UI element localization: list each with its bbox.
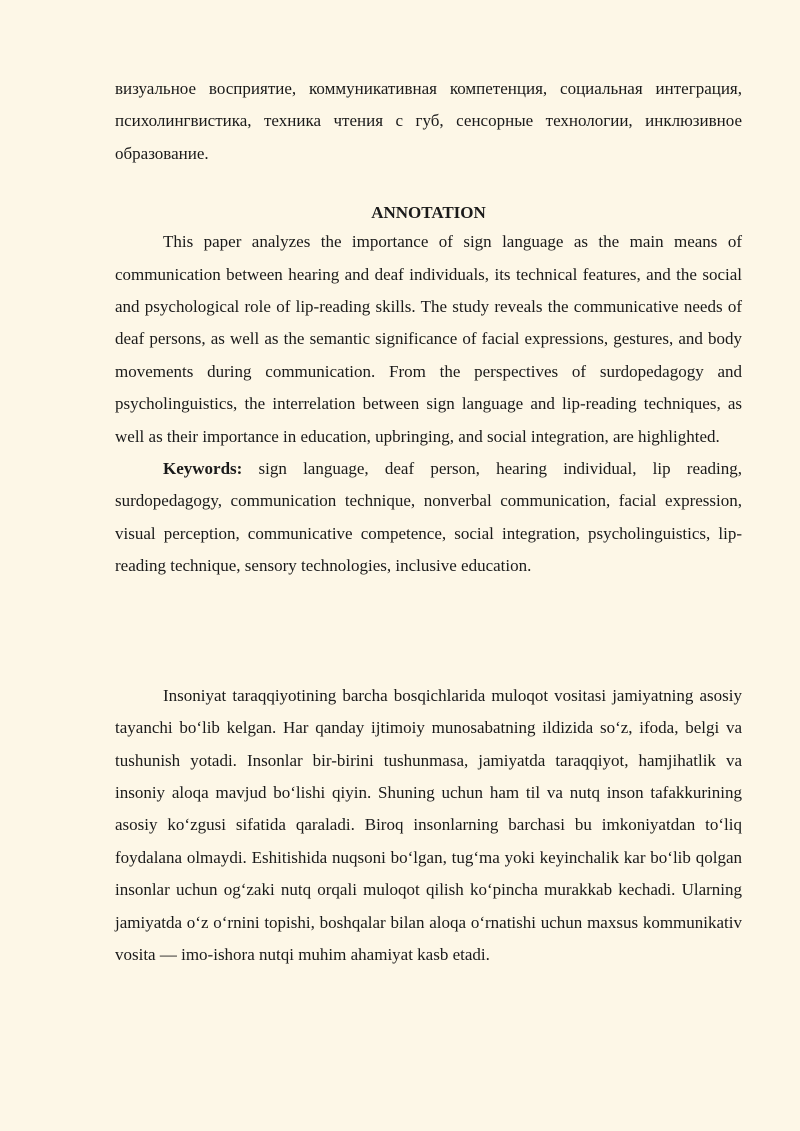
- keywords-paragraph: [115, 453, 742, 583]
- main-paragraph: Insoniyat taraqqiyotining barcha bosqichlarida muloqot vositasi jamiyatning asosiy tayanchi boʻlib kelgan. Har qanday ijtimoiy munosabatning ildizida soʻz, ifoda, belgi va tushunish yotadi. Insonlar bir-birini tushunmasa, jamiyatda taraqqiyot, hamjihatlik va insoniy aloqa mavjud boʻlishi qiyin. Shuning uchun ham til va nutq inson tafakkurining asosiy koʻzgusi sifatida qaraladi. Biroq insonlarning barchasi bu imkoniyatdan toʻliq foydalana olmaydi. Eshitishida nuqsoni boʻlgan, tugʻma yoki keyinchalik kar boʻlib qolgan insonlar uchun ogʻzaki nutq orqali muloqot qilish koʻpincha murakkab kechadi. Ularning jamiyatda oʻz oʻrnini topishi, boshqalar bilan aloqa oʻrnatishi uchun maxsus kommunikativ vosita — imo-ishora nutqi muhim ahamiyat kasb etadi.: [115, 685, 742, 964]
- section-spacer: [115, 583, 742, 680]
- russian-keywords-continuation: визуальное восприятие, коммуникативная компетенция, социальная интеграция, психолингвистика, техника чтения с губ, сенсорные технологии, инклюзивное образование.: [115, 79, 742, 163]
- keywords-label: Keywords:: [163, 459, 243, 479]
- keywords-text: sign language, deaf person, hearing individual, lip reading, surdopedagogy, communication technique, nonverbal communication, facial expression, visual perception, communicative competence, social integration, psycholinguistics, lip-reading technique, sensory technologies, inclusive education.: [115, 459, 743, 576]
- annotation-body: This paper analyzes the importance of sign language as the main means of communication between hearing and deaf individuals, its technical features, and the social and psychological role of lip-reading skills. The study reveals the communicative needs of deaf persons, as well as the semantic significance of facial expressions, gestures, and body movements during communication. From the perspectives of surdopedagogy and psycholinguistics, the interrelation between sign language and lip-reading techniques, as well as their importance in education, upbringing, and social integration, are highlighted.: [115, 232, 742, 446]
- annotation-heading: ANNOTATION: [371, 203, 486, 223]
- document-page: [115, 73, 742, 971]
